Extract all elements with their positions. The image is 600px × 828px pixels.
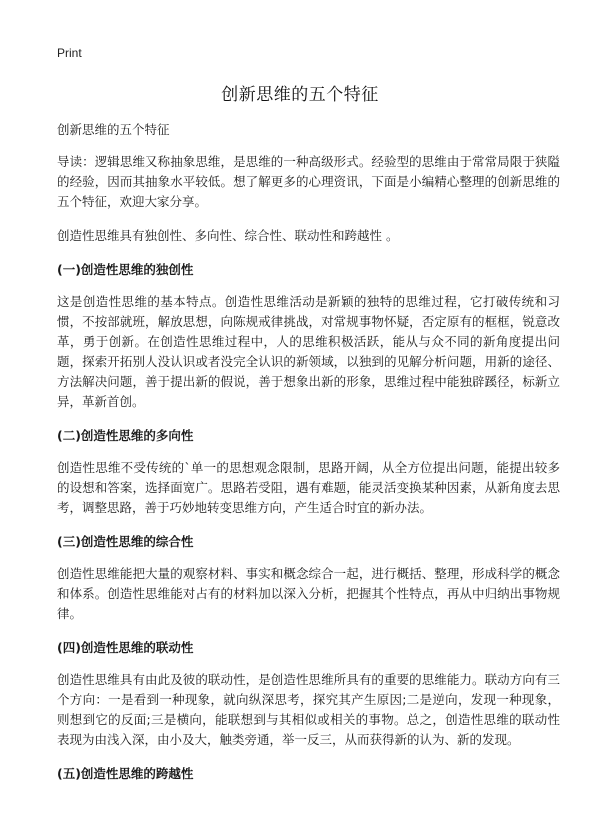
section-heading-1: (一)创造性思维的独创性	[57, 262, 194, 277]
section-heading-5: (五)创造性思维的跨越性	[57, 766, 194, 781]
article-subtitle: 创新思维的五个特征	[57, 122, 170, 137]
intro-paragraph: 导读：逻辑思维又称抽象思维，是思维的一种高级形式。经验型的思维由于常常局限于狭隘的经验，因而其抽象水平较低。想了解更多的心理资讯，下面是小编精心整理的创新思维的五个特征，欢迎大家分享。	[57, 154, 560, 209]
section-body-4: 创造性思维具有由此及彼的联动性，是创造性思维所具有的重要的思维能力。联动方向有三个方向：一是看到一种现象，就向纵深思考，探究其产生原因;二是逆向，发现一种现象，则想到它的反面;三是横向，能联想到与其相似或相关的事物。总之，创造性思维的联动性表现为由浅入深，由小及大，触类旁通，举一反三，从而获得新的认为、新的发现。	[57, 672, 560, 747]
summary-paragraph: 创造性思维具有独创性、多向性、综合性、联动性和跨越性 。	[57, 228, 399, 243]
section-body-2: 创造性思维不受传统的`单一的思想观念限制，思路开阔，从全方位提出问题，能提出较多的设想和答案，选择面宽广。思路若受阻，遇有难题，能灵活变换某种因素，从新角度去思考，调整思路，善于巧妙地转变思维方向，产生适合时宜的新办法。	[57, 460, 560, 515]
article-body	[57, 120, 560, 796]
print-link[interactable]: Print	[57, 46, 82, 60]
section-heading-4: (四)创造性思维的联动性	[57, 640, 194, 655]
section-heading-2: (二)创造性思维的多向性	[57, 428, 194, 443]
page-title: 创新思维的五个特征	[221, 85, 379, 105]
section-body-3: 创造性思维能把大量的观察材料、事实和概念综合一起，进行概括、整理，形成科学的概念和体系。创造性思维能对占有的材料加以深入分析，把握其个性特点，再从中归纳出事物规律。	[57, 566, 560, 621]
section-heading-3: (三)创造性思维的综合性	[57, 534, 194, 549]
section-body-1: 这是创造性思维的基本特点。创造性思维活动是新颖的独特的思维过程，它打破传统和习惯，不按部就班，解放思想，向陈规戒律挑战，对常规事物怀疑，否定原有的框框，锐意改革，勇于创新。在创造性思维过程中，人的思维积极活跃，能从与众不同的新角度提出问题，探索开拓别人没认识或者没完全认识的新领域，以独到的见解分析问题，用新的途径、方法解决问题，善于提出新的假说，善于想象出新的形象，思维过程中能独辟蹊径，标新立异，革新首创。	[57, 294, 560, 409]
